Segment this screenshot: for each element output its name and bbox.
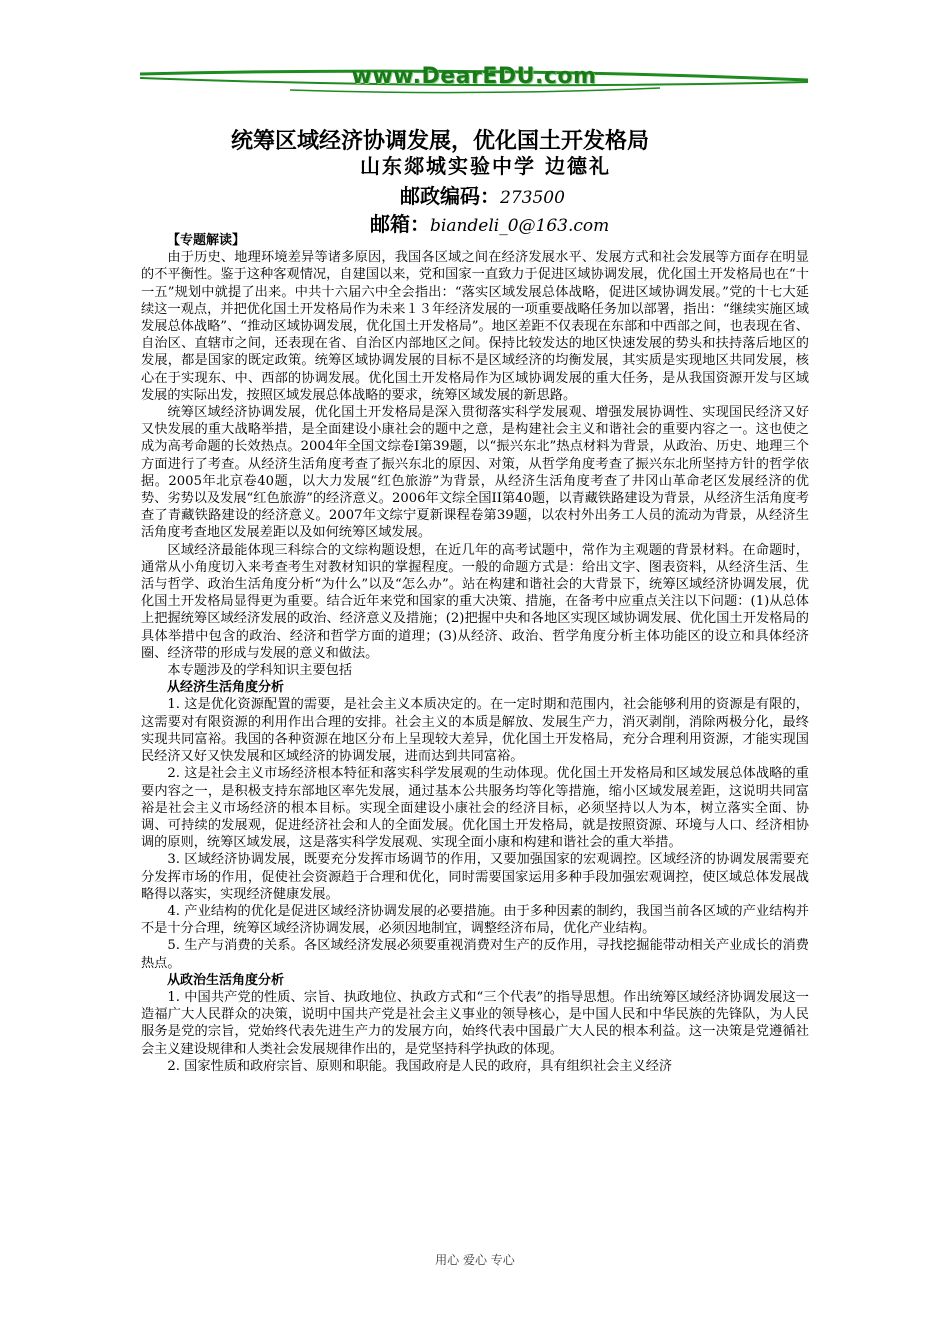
- postcode-value: 273500: [500, 188, 565, 208]
- paragraph: 统筹区域经济协调发展，优化国土开发格局是深入贯彻落实科学发展观、增强发展协调性、实现国民经济又好又快发展的重大战略举措，是全面建设小康社会的题中之意，是构建社会主义和谐社会的重要内容之一。这也使之成为高考命题的长效热点。2004年全国文综卷Ⅰ第39题，以“振兴东北”热点材料为背景，从政治、历史、地理三个方面进行了考查。从经济生活角度考查了振兴东北的原因、对策，从哲学角度考查了振兴东北所坚持方针的哲学依据。2005年北京卷40题，以大力发展“红色旅游”为背景，从经济生活角度考查了井冈山革命老区发展经济的优势、劣势以及发展“红色旅游”的经济意义。2006年文综全国II第40题，以青藏铁路建设为背景，从经济生活角度考查了青藏铁路建设的经济意义。2007年文综宁夏新课程卷第39题，以农村外出务工人员的流动为背景，从经济生活角度考查地区发展差距以及如何统筹区域发展。: [141, 405, 809, 541]
- email-label: 邮箱：: [370, 212, 430, 236]
- document-body: [141, 232, 809, 1075]
- email-value[interactable]: biandeli_0@163.com: [430, 216, 610, 236]
- postcode-line: [400, 180, 565, 209]
- banner-site-name[interactable]: www.DearEDU.com: [351, 64, 597, 89]
- list-item: 3. 区域经济协调发展，既要充分发挥市场调节的作用，又要加强国家的宏观调控。区域经济的协调发展需要充分发挥市场的作用，促使社会资源趋于合理和优化，同时需要国家运用多种手段加强宏观调控，使区域总体发展战略得以落实，实现经济健康发展。: [141, 852, 809, 902]
- author-line: 山东郯城实验中学 边德礼: [360, 154, 611, 178]
- list-item: 2. 这是社会主义市场经济根本特征和落实科学发展观的生动体现。优化国土开发格局和区域发展总体战略的重要内容之一，是积极支持东部地区率先发展，通过基本公共服务均等化等措施，缩小区域发展差距，这说明共同富裕是社会主义市场经济的根本目标。实现全面建设小康社会的经济目标，必须坚持以人为本，树立落实全面、协调、可持续的发展观，促进经济社会和人的全面发展。优化国土开发格局，就是按照资源、环境与人口、经济相协调的原则，统筹区域发展，这是落实科学发展观、实现全面小康和构建和谐社会的重大举措。: [141, 766, 809, 851]
- list-item: 5. 生产与消费的关系。各区域经济发展必须要重视消费对生产的反作用，寻找挖掘能带动相关产业成长的消费热点。: [141, 938, 809, 971]
- paragraph: 由于历史、地理环境差异等诸多原因，我国各区域之间在经济发展水平、发展方式和社会发展等方面存在明显的不平衡性。鉴于这种客观情况，自建国以来，党和国家一直致力于促进区域协调发展，优化国土开发格局也在“十一五”规划中就提了出来。中共十六届六中全会指出：“落实区域发展总体战略，促进区域协调发展。”党的十七大延续这一观点，并把优化国土开发格局作为未来１３年经济发展的一项重要战略任务加以部署，指出：“继续实施区域发展总体战略”、“推动区域协调发展，优化国土开发格局”。地区差距不仅表现在东部和中西部之间，也表现在省、自治区、直辖市之间，还表现在省、自治区内部地区之间。保持比较发达的地区快速发展的势头和扶持落后地区的发展，都是国家的既定政策。统筹区域协调发展的目标不是区域经济的均衡发展，其实质是实现地区共同发展，核心在于实现东、中、西部的协调发展。优化国土开发格局作为区域协调发展的重大任务，是从我国资源开发与区域发展的实际出发，按照区域发展总体战略的要求，统筹区域发展的新思路。: [141, 250, 809, 403]
- list-item: 2. 国家性质和政府宗旨、原则和职能。我国政府是人民的政府，具有组织社会主义经济: [167, 1058, 673, 1074]
- page-footer: 用心 爱心 专心: [435, 1253, 515, 1267]
- postcode-label: 邮政编码：: [400, 184, 500, 208]
- list-item: 4. 产业结构的优化是促进区域经济协调发展的必要措施。由于多种因素的制约，我国当前各区域的产业结构并不是十分合理，统筹区域经济协调发展，必须因地制宜，调整经济布局，优化产业结构。: [141, 903, 809, 937]
- paragraph: 本专题涉及的学科知识主要包括: [167, 663, 353, 679]
- subheading-political: 从政治生活角度分析: [167, 972, 285, 988]
- subheading-economic: 从经济生活角度分析: [167, 680, 285, 696]
- page-title: 统筹区域经济协调发展，优化国土开发格局: [230, 129, 649, 154]
- list-item: 1. 这是优化资源配置的需要，是社会主义本质决定的。在一定时期和范围内，社会能够利用的资源是有限的，这需要对有限资源的利用作出合理的安排。社会主义的本质是解放、发展生产力，消灭剥削，消除两极分化，最终实现共同富裕。我国的各种资源在地区分布上呈现较大差异，优化国土开发格局，充分合理利用资源，才能实现国民经济又好又快发展和区域经济的协调发展，进而达到共同富裕。: [141, 697, 809, 765]
- paragraph: 区域经济最能体现三科综合的文综构题设想，在近几年的高考试题中，常作为主观题的背景材料。在命题时，通常从小角度切入来考查考生对教材知识的掌握程度。一般的命题方式是：给出文字、图表资料，从经济生活、生活与哲学、政治生活角度分析“为什么”以及“怎么办”。站在构建和谐社会的大背景下，统筹区域经济协调发展，优化国土开发格局显得更为重要。结合近年来党和国家的重大决策、措施，在备考中应重点关注以下问题：(1)从总体上把握统筹区域经济发展的政治、经济意义及措施；(2)把握中央和各地区实现区域协调发展、优化国土开发格局的具体举措中包含的政治、经济和哲学方面的道理；(3)从经济、政治、哲学角度分析主体功能区的设立和具体经济圈、经济带的形成与发展的意义和做法。: [141, 542, 809, 661]
- list-item: 1. 中国共产党的性质、宗旨、执政地位、执政方式和“三个代表”的指导思想。作出统筹区域经济协调发展这一造福广大人民群众的决策，说明中国共产党是社会主义事业的领导核心，是中国人民和中华民族的先锋队，为人民服务是党的宗旨，党始终代表先进生产力的发展方向，始终代表中国最广大人民的根本利益。这一决策是党遵循社会主义建设规律和人类社会发展规律作出的，是党坚持科学执政的体现。: [141, 989, 809, 1057]
- section-heading: 【专题解读】: [167, 233, 246, 248]
- site-banner: [140, 60, 808, 96]
